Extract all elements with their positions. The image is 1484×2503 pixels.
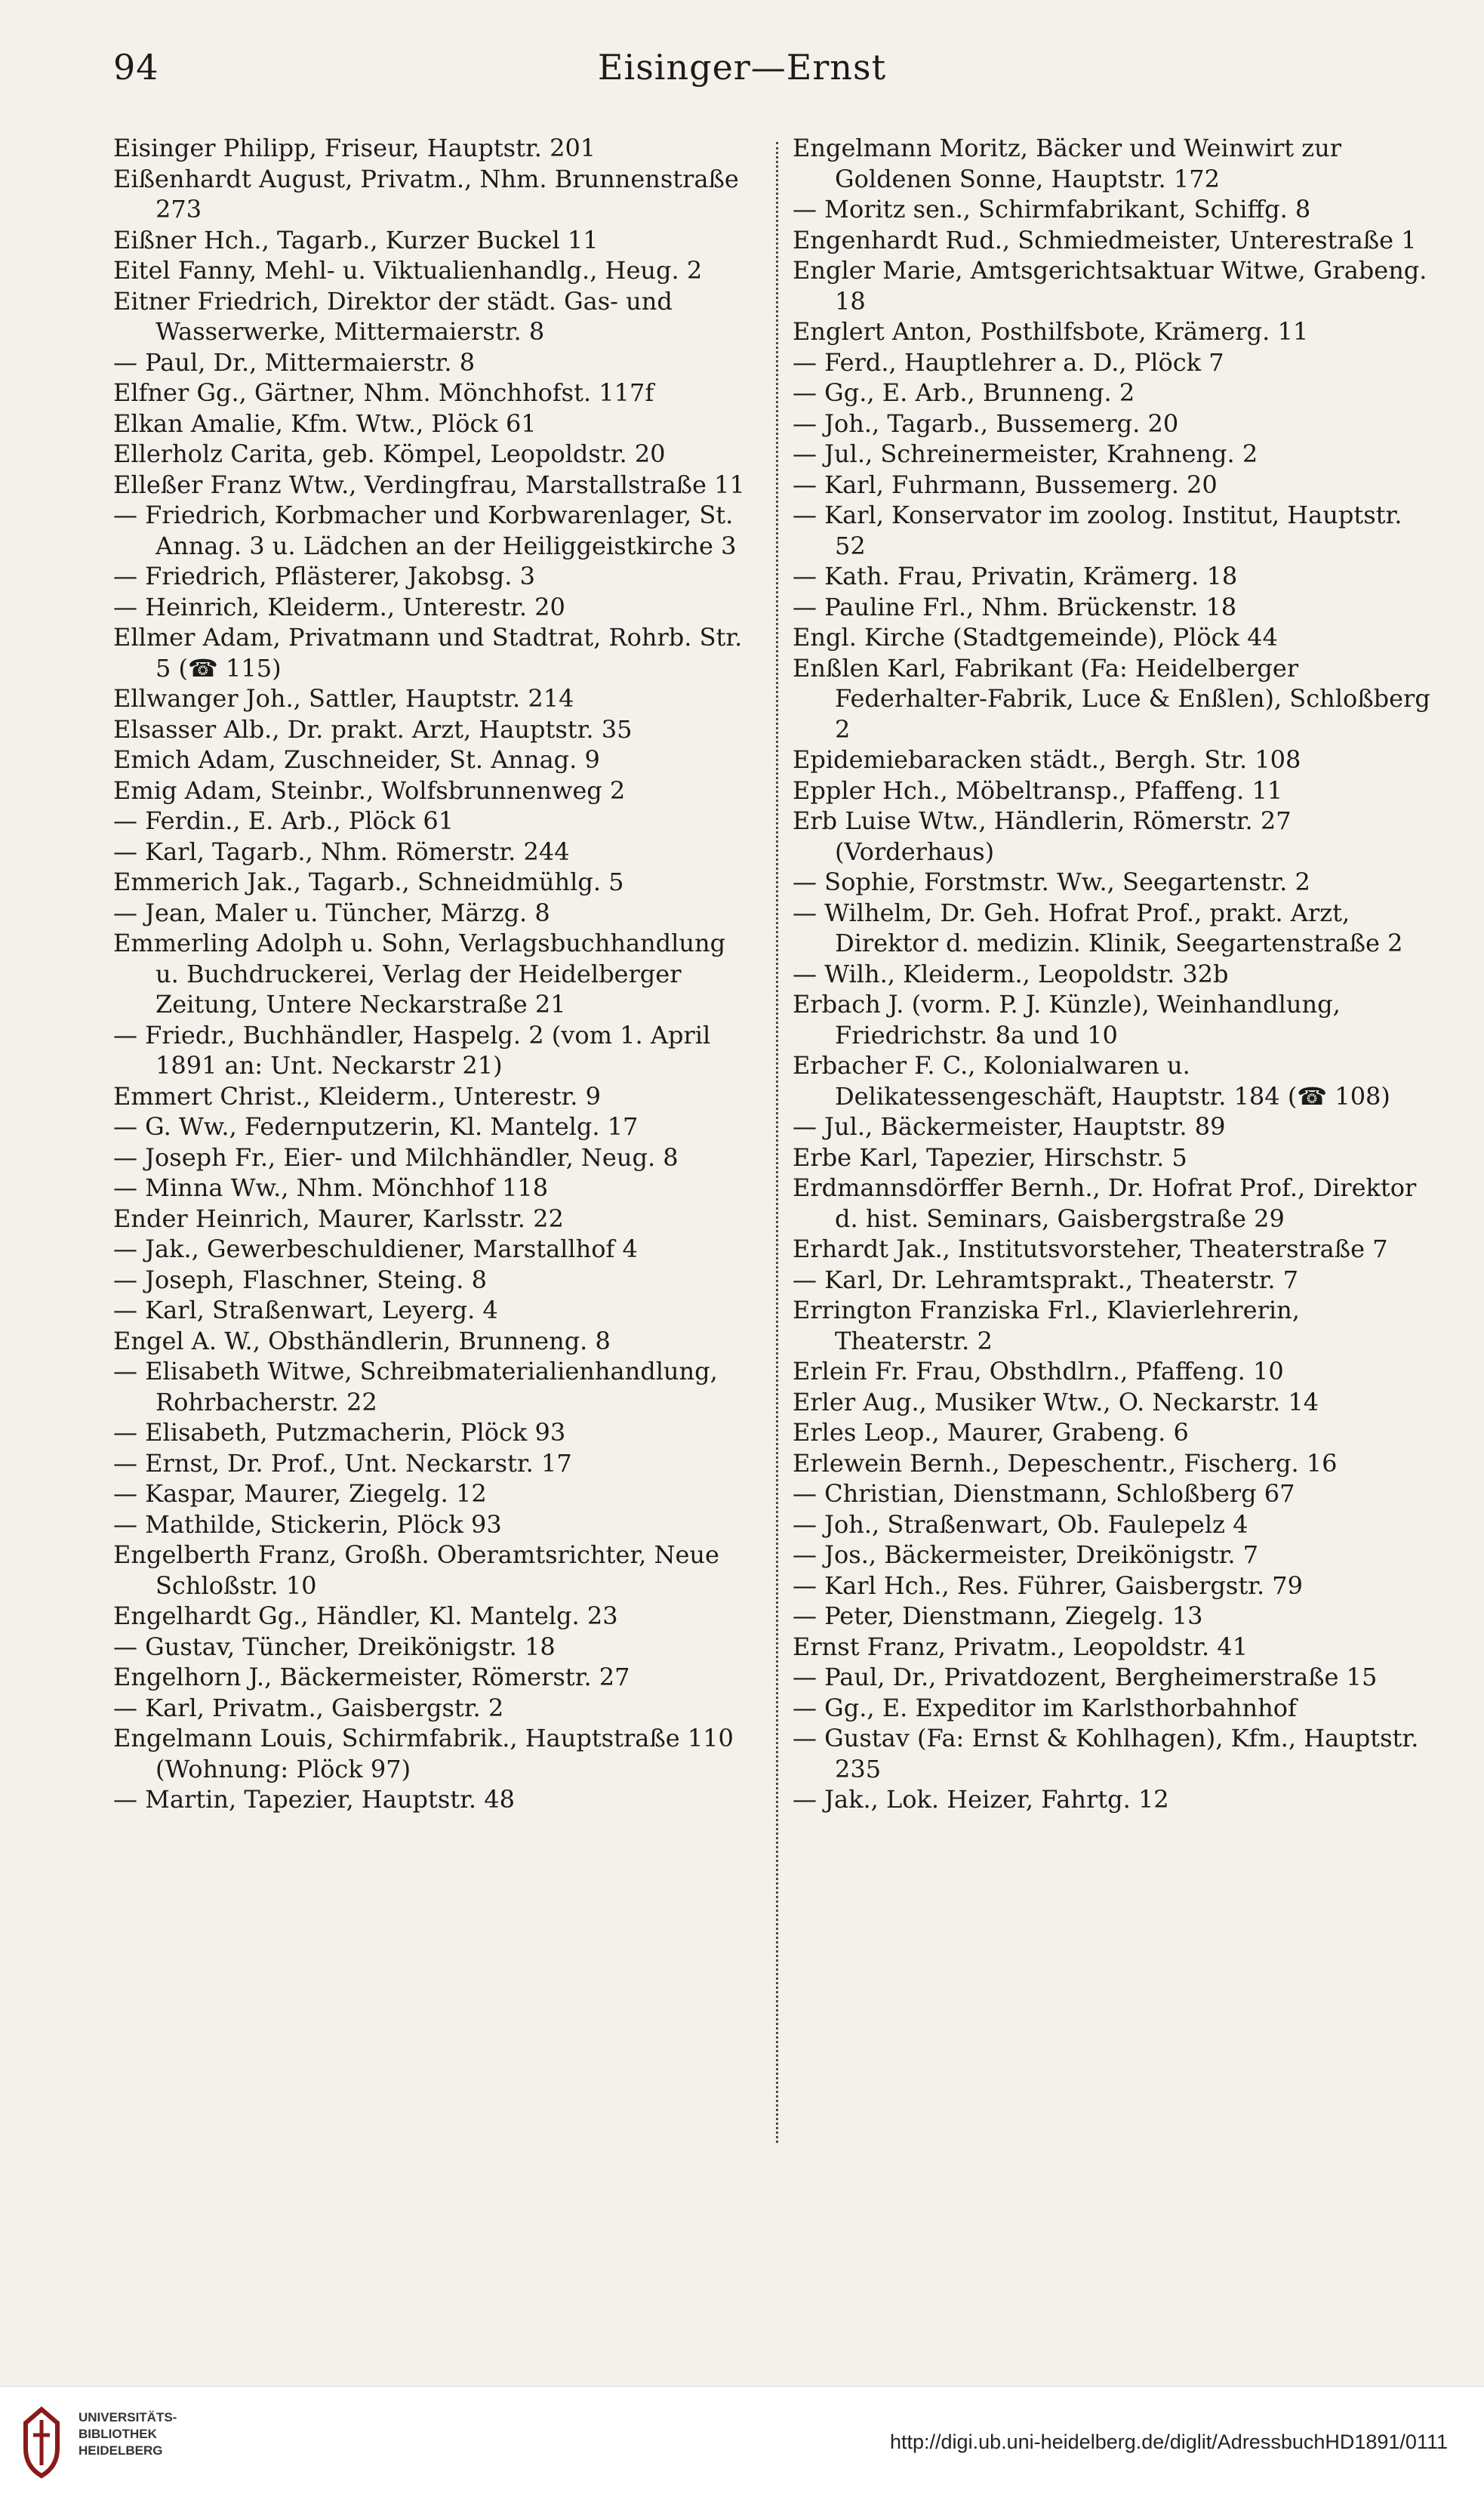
directory-entry: Erler Aug., Musiker Wtw., O. Neckarstr. 14: [793, 1387, 1319, 1416]
directory-entry: Errington Franziska Frl., Klavierlehrerin, Theaterstr. 2: [793, 1296, 1300, 1355]
directory-entry: Enßlen Karl, Fabrikant (Fa: Heidelberger Federhalter-Fabrik, Luce & Enßlen), Schloßberg 2: [793, 653, 1430, 744]
directory-entry: — G. Ww., Federnputzerin, Kl. Mantelg. 17: [113, 1112, 639, 1141]
directory-entry: — Joseph, Flaschner, Steing. 8: [113, 1265, 487, 1294]
directory-entry: Erhardt Jak., Institutsvorsteher, Theaterstraße 7: [793, 1235, 1388, 1263]
running-head: Eisinger—Ernst: [597, 47, 887, 88]
directory-entry: Emmert Christ., Kleiderm., Unterestr. 9: [113, 1081, 601, 1111]
directory-entry: Eisinger Philipp, Friseur, Hauptstr. 201: [113, 134, 596, 162]
directory-entry: Engl. Kirche (Stadtgemeinde), Plöck 44: [793, 623, 1278, 652]
library-name-line: UNIVERSITÄTS-: [79, 2410, 177, 2424]
directory-entry: — Karl, Konservator im zoolog. Institut, Hauptstr. 52: [793, 501, 1402, 560]
directory-entry: Eitel Fanny, Mehl- u. Viktualienhandlg., Heug. 2: [113, 256, 703, 285]
directory-entry: Engel A. W., Obsthändlerin, Brunneng. 8: [113, 1326, 611, 1355]
directory-entry: Ender Heinrich, Maurer, Karlsstr. 22: [113, 1204, 564, 1233]
directory-entry: Elkan Amalie, Kfm. Wtw., Plöck 61: [113, 408, 537, 438]
directory-entry: — Ferdin., E. Arb., Plöck 61: [113, 806, 454, 835]
directory-entry: Emmerling Adolph u. Sohn, Verlagsbuchhandlung u. Buchdruckerei, Verlag der Heidelberger Zeitung, Untere Neckarstraße 21: [113, 929, 726, 1019]
directory-entry: Eißenhardt August, Privatm., Nhm. Brunnenstraße 273: [113, 164, 739, 223]
directory-entry: Ellerholz Carita, geb. Kömpel, Leopoldstr. 20: [113, 439, 666, 468]
directory-entry: Engelhardt Gg., Händler, Kl. Mantelg. 23: [113, 1601, 618, 1630]
directory-entry: — Joseph Fr., Eier- und Milchhändler, Neug. 8: [113, 1142, 679, 1172]
directory-entry: — Sophie, Forstmstr. Ww., Seegartenstr. 2: [793, 868, 1310, 896]
directory-entry: — Joh., Straßenwart, Ob. Faulepelz 4: [793, 1509, 1248, 1539]
library-name-line: HEIDELBERG: [79, 2443, 163, 2458]
directory-entry: — Jak., Lok. Heizer, Fahrtg. 12: [793, 1785, 1169, 1814]
directory-entry: Ernst Franz, Privatm., Leopoldstr. 41: [793, 1632, 1248, 1661]
directory-entry: — Jul., Bäckermeister, Hauptstr. 89: [793, 1112, 1226, 1141]
directory-entry: Eitner Friedrich, Direktor der städt. Gas- und Wasserwerke, Mittermaierstr. 8: [113, 286, 673, 346]
footer-bar: [0, 2386, 1484, 2503]
directory-entry: Engler Marie, Amtsgerichtsaktuar Witwe, Grabeng. 18: [793, 256, 1427, 316]
directory-entry: — Ferd., Hauptlehrer a. D., Plöck 7: [793, 347, 1224, 377]
directory-entry: — Karl, Dr. Lehramtsprakt., Theaterstr. 7: [793, 1265, 1299, 1294]
directory-entry: — Jak., Gewerbeschuldiener, Marstallhof 4: [113, 1235, 638, 1263]
directory-entry: — Jul., Schreinermeister, Krahneng. 2: [793, 439, 1258, 468]
directory-entry: Elleßer Franz Wtw., Verdingfrau, Marstallstraße 11: [113, 470, 745, 499]
directory-entry: — Elisabeth, Putzmacherin, Plöck 93: [113, 1418, 566, 1447]
directory-entry: — Wilh., Kleiderm., Leopoldstr. 32b: [793, 959, 1229, 988]
directory-entry: Emmerich Jak., Tagarb., Schneidmühlg. 5: [113, 868, 624, 896]
directory-entry: — Karl, Straßenwart, Leyerg. 4: [113, 1296, 498, 1324]
directory-entry: — Karl, Privatm., Gaisbergstr. 2: [113, 1693, 504, 1722]
directory-entry: Erbacher F. C., Kolonialwaren u. Delikatessengeschäft, Hauptstr. 184 (☎ 108): [793, 1051, 1390, 1111]
directory-entry: — Peter, Dienstmann, Ziegelg. 13: [793, 1601, 1203, 1630]
directory-entry: — Heinrich, Kleiderm., Unterestr. 20: [113, 592, 565, 621]
directory-entry: — Mathilde, Stickerin, Plöck 93: [113, 1509, 502, 1539]
directory-entry: Engelhorn J., Bäckermeister, Römerstr. 27: [113, 1663, 630, 1691]
column-divider: [776, 142, 778, 2143]
directory-entry: Erb Luise Wtw., Händlerin, Römerstr. 27 (Vorderhaus): [793, 806, 1292, 866]
library-logo: [11, 2405, 72, 2480]
directory-entry: — Joh., Tagarb., Bussemerg. 20: [793, 408, 1179, 438]
directory-entry: Englert Anton, Posthilfsbote, Krämerg. 11: [793, 317, 1309, 346]
directory-entry: Elfner Gg., Gärtner, Nhm. Mönchhofst. 117f: [113, 378, 654, 407]
directory-entry: Erles Leop., Maurer, Grabeng. 6: [793, 1418, 1189, 1447]
directory-entry: — Gustav, Tüncher, Dreikönigstr. 18: [113, 1632, 556, 1661]
directory-entry: — Elisabeth Witwe, Schreibmaterialienhandlung, Rohrbacherstr. 22: [113, 1357, 718, 1416]
directory-entry: — Wilhelm, Dr. Geh. Hofrat Prof., prakt. Arzt, Direktor d. medizin. Klinik, Seegartenstraße 2: [793, 898, 1403, 957]
directory-entry: — Paul, Dr., Privatdozent, Bergheimerstraße 15: [793, 1663, 1378, 1691]
left-column: [113, 133, 753, 2156]
directory-entry: — Jos., Bäckermeister, Dreikönigstr. 7: [793, 1540, 1259, 1569]
directory-entry: Engenhardt Rud., Schmiedmeister, Unterestraße 1: [793, 225, 1417, 254]
source-url[interactable]: http://digi.ub.uni-heidelberg.de/diglit/AdressbuchHD1891/0111: [890, 2431, 1448, 2453]
directory-entry: — Moritz sen., Schirmfabrikant, Schiffg. 8: [793, 195, 1311, 223]
directory-entry: Elsasser Alb., Dr. prakt. Arzt, Hauptstr. 35: [113, 714, 633, 744]
library-name: [79, 2409, 177, 2459]
directory-entry: Ellwanger Joh., Sattler, Hauptstr. 214: [113, 684, 574, 713]
page-number: 94: [113, 47, 159, 88]
directory-entry: Engelmann Moritz, Bäcker und Weinwirt zur Goldenen Sonne, Hauptstr. 172: [793, 134, 1342, 193]
directory-entry: Erbach J. (vorm. P. J. Künzle), Weinhandlung, Friedrichstr. 8a und 10: [793, 990, 1341, 1050]
directory-entry: — Gustav (Fa: Ernst & Kohlhagen), Kfm., Hauptstr. 235: [793, 1724, 1419, 1783]
directory-entry: — Gg., E. Arb., Brunneng. 2: [793, 378, 1135, 407]
directory-entry: — Friedrich, Korbmacher und Korbwarenlager, St. Annag. 3 u. Lädchen an der Heiliggeistkirche 3: [113, 501, 737, 560]
directory-entry: — Pauline Frl., Nhm. Brückenstr. 18: [793, 592, 1237, 621]
directory-entry: Emig Adam, Steinbr., Wolfsbrunnenweg 2: [113, 775, 626, 805]
directory-entry: — Christian, Dienstmann, Schloßberg 67: [793, 1479, 1295, 1508]
directory-entry: — Karl, Tagarb., Nhm. Römerstr. 244: [113, 837, 570, 866]
directory-entry: — Kath. Frau, Privatin, Krämerg. 18: [793, 562, 1238, 590]
directory-entry: Engelmann Louis, Schirmfabrik., Hauptstraße 110 (Wohnung: Plöck 97): [113, 1724, 734, 1783]
directory-entry: — Karl Hch., Res. Führer, Gaisbergstr. 79: [793, 1571, 1304, 1600]
directory-entry: — Karl, Fuhrmann, Bussemerg. 20: [793, 470, 1218, 499]
directory-entry: — Kaspar, Maurer, Ziegelg. 12: [113, 1479, 487, 1508]
directory-entry: Eißner Hch., Tagarb., Kurzer Buckel 11: [113, 225, 599, 254]
directory-entry: Ellmer Adam, Privatmann und Stadtrat, Rohrb. Str. 5 (☎ 115): [113, 623, 743, 683]
directory-entry: — Ernst, Dr. Prof., Unt. Neckarstr. 17: [113, 1448, 572, 1478]
directory-entry: — Gg., E. Expeditor im Karlsthorbahnhof: [793, 1693, 1297, 1722]
directory-entry: Erbe Karl, Tapezier, Hirschstr. 5: [793, 1142, 1187, 1172]
directory-entry: — Friedrich, Pflästerer, Jakobsg. 3: [113, 562, 535, 590]
directory-entry: Erdmannsdörffer Bernh., Dr. Hofrat Prof., Direktor d. hist. Seminars, Gaisbergstraße 29: [793, 1173, 1417, 1233]
directory-entry: Erlein Fr. Frau, Obsthdlrn., Pfaffeng. 10: [793, 1357, 1284, 1386]
directory-entry: — Paul, Dr., Mittermaierstr. 8: [113, 347, 476, 377]
directory-entry: — Minna Ww., Nhm. Mönchhof 118: [113, 1173, 549, 1202]
directory-entry: Eppler Hch., Möbeltransp., Pfaffeng. 11: [793, 775, 1283, 805]
directory-columns: [113, 133, 1430, 2156]
right-column: [793, 133, 1433, 2156]
directory-entry: Epidemiebaracken städt., Bergh. Str. 108: [793, 745, 1301, 774]
directory-entry: — Martin, Tapezier, Hauptstr. 48: [113, 1785, 515, 1814]
library-name-line: BIBLIOTHEK: [79, 2427, 157, 2441]
directory-entry: Erlewein Bernh., Depeschentr., Fischerg. 16: [793, 1448, 1338, 1478]
directory-entry: Emich Adam, Zuschneider, St. Annag. 9: [113, 745, 600, 774]
directory-entry: Engelberth Franz, Großh. Oberamtsrichter, Neue Schloßstr. 10: [113, 1540, 719, 1600]
directory-entry: — Jean, Maler u. Tüncher, Märzg. 8: [113, 898, 550, 927]
directory-entry: — Friedr., Buchhändler, Haspelg. 2 (vom 1. April 1891 an: Unt. Neckarstr 21): [113, 1020, 711, 1080]
